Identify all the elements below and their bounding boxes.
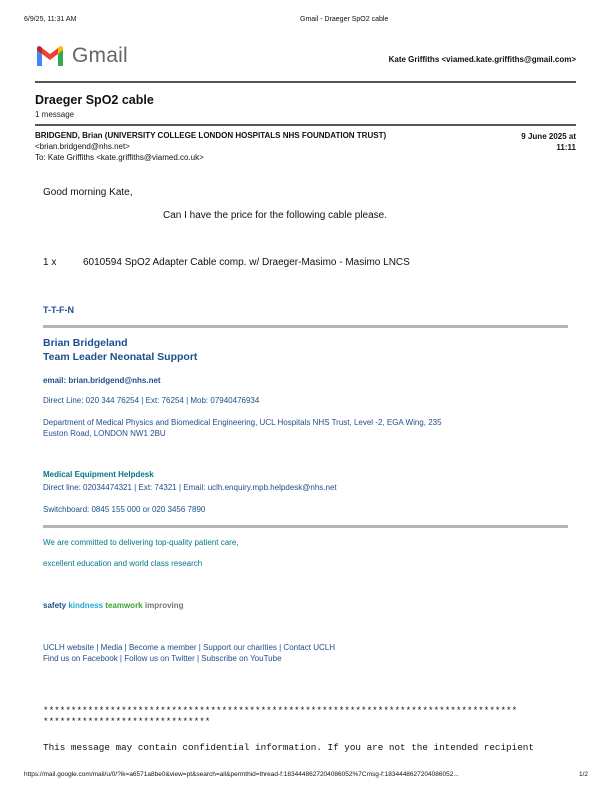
- switchboard: Switchboard: 0845 155 000 or 020 3456 7890: [43, 505, 206, 514]
- account-address: Kate Griffiths <viamed.kate.griffiths@gmail.com>: [388, 55, 576, 64]
- thread-subject: Draeger SpO2 cable: [35, 93, 154, 107]
- print-datetime: 6/9/25, 11:31 AM: [24, 16, 77, 23]
- gmail-wordmark: Gmail: [72, 44, 128, 67]
- signature-email[interactable]: email: brian.bridgend@nhs.net: [43, 376, 161, 385]
- disclaimer-text: This message may contain confidential information. If you are not the intended recipient: [43, 742, 534, 753]
- signature-divider-top: [43, 325, 568, 328]
- helpdesk-line: Direct line: 02034474321 | Ext: 74321 | Email: uclh.enquiry.mpb.helpdesk@nhs.net: [43, 483, 337, 492]
- message-date-line1: 9 June 2025 at: [521, 132, 576, 141]
- request-text: Can I have the price for the following cable please.: [163, 210, 388, 221]
- signature-name: Brian Bridgeland: [43, 337, 128, 349]
- signature-dept-line2: Euston Road, LONDON NW1 2BU: [43, 429, 166, 438]
- page-number: 1/2: [578, 771, 588, 778]
- recipient-line: To: Kate Griffiths <kate.griffiths@viamed.co.uk>: [35, 153, 204, 162]
- message-count: 1 message: [35, 110, 75, 119]
- signature-divider-bottom: [43, 525, 568, 528]
- signoff: T-T-F-N: [43, 305, 74, 315]
- signature-dept-line1: Department of Medical Physics and Biomedical Engineering, UCL Hospitals NHS Trust, Level -2, EGA Wing, 235: [43, 418, 442, 427]
- footer-url: https://mail.google.com/mail/u/0/?ik=a6571a8be0&view=pt&search=all&permthid=thread-f:1834448627204086052%7Cmsg-f:1834448627204086052...: [24, 771, 459, 778]
- helpdesk-title: Medical Equipment Helpdesk: [43, 470, 154, 479]
- item-quantity: 1 x: [43, 257, 57, 268]
- values-row: [43, 601, 184, 610]
- value-teamwork: teamwork: [105, 601, 143, 610]
- message-date: [521, 131, 576, 153]
- message-date-line2: 11:11: [556, 143, 576, 152]
- value-improving: improving: [144, 601, 184, 610]
- sender-email: <brian.bridgend@nhs.net>: [35, 142, 130, 151]
- value-safety: safety: [43, 601, 67, 610]
- value-kindness: kindness: [68, 601, 104, 610]
- print-page-title: Gmail - Draeger SpO2 cable: [300, 16, 389, 23]
- commitment-line2: excellent education and world class research: [43, 559, 203, 568]
- greeting: Good morning Kate,: [43, 187, 133, 198]
- header-divider: [35, 81, 576, 83]
- sender-name: BRIDGEND, Brian (UNIVERSITY COLLEGE LONDON HOSPITALS NHS FOUNDATION TRUST): [35, 131, 387, 140]
- social-links[interactable]: Find us on Facebook | Follow us on Twitter | Subscribe on YouTube: [43, 654, 282, 663]
- subject-divider: [35, 124, 576, 126]
- disclaimer-stars-1: *************************************************************************************: [43, 705, 518, 716]
- signature-role: Team Leader Neonatal Support: [43, 351, 198, 363]
- item-description: 6010594 SpO2 Adapter Cable comp. w/ Draeger-Masimo - Masimo LNCS: [83, 257, 410, 268]
- gmail-logo-icon: [35, 44, 65, 68]
- signature-direct-line: Direct Line: 020 344 76254 | Ext: 76254 | Mob: 07940476934: [43, 396, 260, 405]
- uclh-links[interactable]: UCLH website | Media | Become a member | Support our charities | Contact UCLH: [43, 643, 335, 652]
- disclaimer-stars-2: ******************************: [43, 716, 211, 727]
- commitment-line1: We are committed to delivering top-quality patient care,: [43, 538, 239, 547]
